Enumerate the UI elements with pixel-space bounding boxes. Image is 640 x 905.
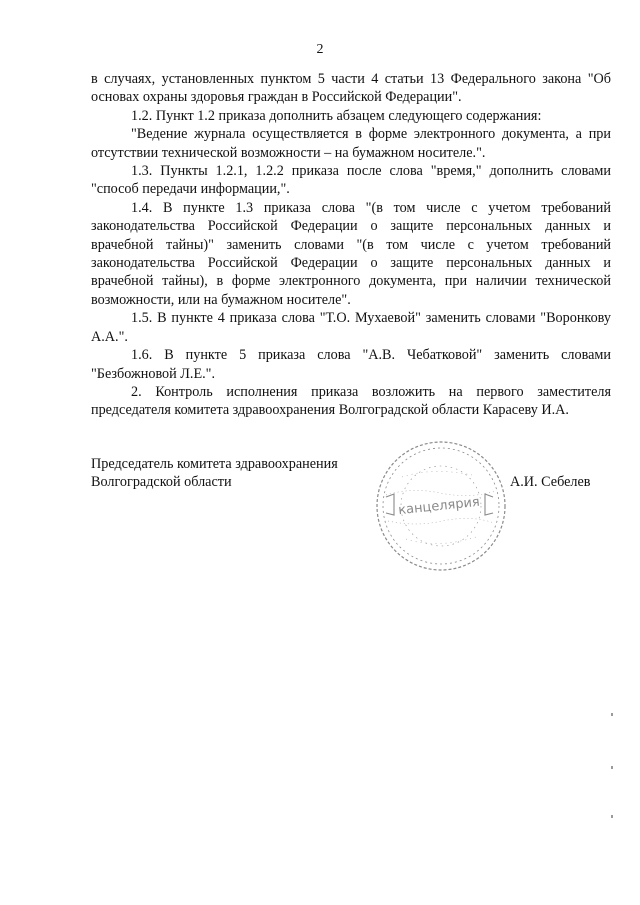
scan-artifact-mark [611,766,613,769]
signatory-position-line2: Волгоградской области [91,474,232,491]
stamp-seal-graphic [372,437,510,575]
scan-artifact-mark [611,713,613,716]
paragraph-1-6: 1.6. В пункте 5 приказа слова "А.В. Чебатковой" заменить словами "Безбожновой Л.Е.". [91,347,611,382]
signatory-position [91,455,338,492]
stamp-text: канцелярия [397,494,481,519]
signatory-name: А.И. Себелев [510,474,591,490]
scan-artifact-mark [611,815,613,818]
paragraph-1-5: 1.5. В пункте 4 приказа слова "Т.О. Мухаевой" заменить словами "Воронкову А.А.". [91,310,611,345]
paragraph-1-4: 1.4. В пункте 1.3 приказа слова "(в том числе с учетом требований законодательства Российской Федерации о защите персональных данных и врачебной тайны)" заменить словами "(в том числе с учетом требований законодательства Российской Федерации о защите персональных данных и врачебной тайны), в форме электронного документа, при наличии технической возможности, или на бумажном носителе". [91,199,611,308]
paragraph-2: 2. Контроль исполнения приказа возложить на первого заместителя председателя комитета здравоохранения Волгоградской области Карасеву И.А. [91,383,611,419]
signatory-position-line1: Председатель комитета здравоохранения [91,456,338,472]
paragraph-1-2: 1.2. Пункт 1.2 приказа дополнить абзацем следующего содержания: [131,107,542,124]
paragraph-continuation: в случаях, установленных пунктом 5 части 4 статьи 13 Федерального закона "Об основах охраны здоровья граждан в Российской Федерации". [91,71,611,106]
paragraph-1-3: 1.3. Пункты 1.2.1, 1.2.2 приказа после слова "время," дополнить словами "способ передачи информации,". [91,163,611,198]
paragraph-1-2-quote: "Ведение журнала осуществляется в форме электронного документа, а при отсутствии технической возможности – на бумажном носителе.". [91,126,611,161]
document-body [91,70,611,420]
office-stamp [372,437,510,575]
page-number: 2 [316,42,324,57]
